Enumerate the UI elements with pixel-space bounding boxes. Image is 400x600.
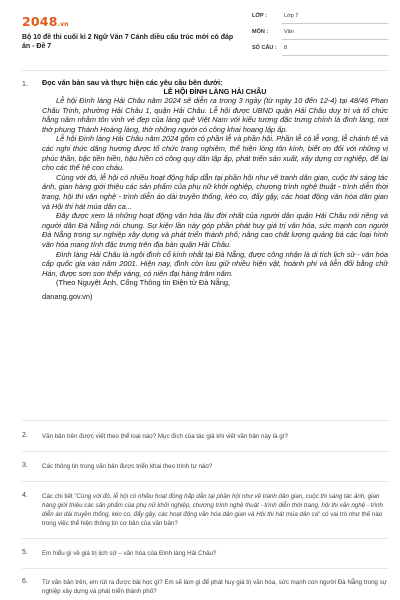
divider: [22, 538, 388, 539]
reading-passage: [42, 96, 388, 278]
question-text: " có vai trò như thế nào trong việc thể hiện thông tin cơ bản của văn bản?: [42, 511, 383, 527]
divider: [22, 481, 388, 482]
question-number: 1.: [22, 81, 28, 88]
divider: [22, 568, 388, 569]
question-quote: Cùng với đó, lễ hội có nhiều hoạt động hấp dẫn tại phần hội như vẽ tranh dân gian, cuộc thi sáng tác ảnh, gian hàng giới thiệu các sản phẩm của phụ nữ khởi nghiệp, chương trình nghệ thuật - trình diễn thời trang, hội thi văn nghệ - trình diễn áo dài truyền thống, kéo co, đẩy gậy, các hoạt động văn hóa dân gian và Hội thi hát múa dân ca: [42, 493, 383, 518]
divider: [22, 70, 388, 71]
logo-suffix: .vn: [57, 21, 69, 28]
meta-row-count: [252, 42, 388, 58]
question-text: Các chi tiết ": [42, 493, 77, 500]
question-number: 6.: [22, 578, 28, 585]
meta-value: Lớp 7: [284, 13, 299, 19]
meta-row-class: [252, 10, 388, 26]
question-2: Văn bản trên được viết theo thể loại nào? Mục đích của tác giả khi viết văn bản này là gì?: [42, 433, 288, 440]
passage-heading: LỄ HỘI ĐÌNH LÀNG HẢI CHÂU: [163, 87, 267, 96]
logo-text: 2048: [22, 14, 58, 29]
passage-paragraph: Lễ hội Đình làng Hải Châu năm 2024 sẽ diễn ra trong 3 ngày (từ ngày 10 đến 12-4) tại 48/46 Phan Châu Trinh, phường Hải Châu 1, quận Hải Châu. Lễ hội được UBND quận Hải Châu duy trì và tổ chức hằng năm nhằm tôn vinh vẻ đẹp của làng quê Việt Nam với kiểu tương đặc trưng chính là đình làng, nơi thờ phụng Thành Hoàng làng, thờ những người có công khai hoang lập ấp.: [42, 96, 388, 134]
meta-underline: [282, 39, 388, 40]
question-3: Các thông tin trong văn bản được triển khai theo trình tự nào?: [42, 463, 213, 470]
meta-label: SỐ CÂU :: [252, 45, 277, 51]
divider: [22, 420, 388, 421]
passage-paragraph: Đây được xem là những hoạt động văn hóa lâu đời nhất của người dân quận Hải Châu nói riêng và người dân Đà Nẵng nói chung. Sự kiện lần này góp phần phát huy giá trị văn hóa, sức mạnh con người Đà Nẵng trong sự nghiệp xây dựng và phát triển thành phố; nâng cao chất lượng quảng bá các loại hình văn hóa mang tính đặc trưng trên địa bàn quận Hải Châu.: [42, 211, 388, 249]
question-6: Từ văn bản trên, em rút ra được bài học gì? Em sẽ làm gì để phát huy giá trị văn hóa, sức mạnh con người Đà Nẵng trong sự nghiệp xây dựng và phát triển thành phố?: [42, 579, 387, 595]
passage-paragraph: Cùng với đó, lễ hội có nhiều hoạt động hấp dẫn tại phần hội như vẽ tranh dân gian, cuộc thi sáng tác ảnh, gian hàng giới thiệu các sản phẩm của phụ nữ khởi nghiệp, chương trình nghệ thuật - trình diễn thời trang, hội thi văn nghệ - trình diễn áo dài truyền thống, kéo co, đẩy gậy, các hoạt động văn hóa dân gian và Hội thi hát múa dân ca...: [42, 172, 388, 211]
question-4: [42, 492, 388, 528]
meta-label: LỚP :: [252, 13, 267, 19]
passage-site: danang.gov.vn): [42, 291, 93, 301]
question-number: 4.: [22, 492, 28, 499]
meta-value: 8: [284, 45, 288, 51]
question-number: 2.: [22, 432, 28, 439]
question-number: 5.: [22, 549, 28, 556]
document-title: Bộ 10 đề thi cuối kì 2 Ngữ Văn 7 Cánh diều cấu trúc mới có đáp án - Đề 7: [22, 34, 234, 50]
meta-value: Văn: [284, 29, 294, 35]
meta-label: MÔN :: [252, 29, 269, 35]
page-header: [0, 0, 400, 60]
meta-row-subject: [252, 26, 388, 42]
meta-underline: [282, 55, 388, 56]
question-1: [42, 78, 388, 301]
passage-paragraph: Lễ hội Đình làng Hải Châu năm 2024 gồm có phần lễ và phần hội. Phần lễ có lễ vọng, lễ chánh tế và các nghi thức dâng hương được tổ chức trang nghiêm, thể hiện lòng tôn kính, biết ơn đối với những vị phúc thần, bậc tiền hiền, hậu hiền có công quy dân lập ấp, phát triển sản xuất, xây dựng cơ nghiệp, để lại cho các thế hệ con cháu.: [42, 134, 388, 173]
divider: [22, 451, 388, 452]
question-prompt: Đọc văn bản sau và thực hiện các yêu cầu bên dưới:: [42, 78, 223, 87]
question-5: Em hiểu gì về giá trị lịch sử – văn hóa của Đình làng Hải Châu?: [42, 550, 217, 557]
passage-paragraph: Đình làng Hải Châu là ngôi đình cổ kính nhất tại Đà Nẵng, được công nhận là di tích lịch sử - văn hóa cấp quốc gia vào năm 2001. Hiện nay, đình còn lưu giữ nhiều hiện vật, hoành phi và liễn đối bằng chữ Hán, được sơn son thếp vàng, có niên đại hàng trăm năm.: [42, 249, 388, 278]
passage-source: (Theo Nguyệt Ánh, Cổng Thông tin Điện tử Đà Nẵng,: [56, 278, 231, 288]
site-logo[interactable]: [22, 14, 69, 29]
meta-panel: [252, 10, 388, 58]
question-number: 3.: [22, 462, 28, 469]
meta-underline: [282, 23, 388, 24]
